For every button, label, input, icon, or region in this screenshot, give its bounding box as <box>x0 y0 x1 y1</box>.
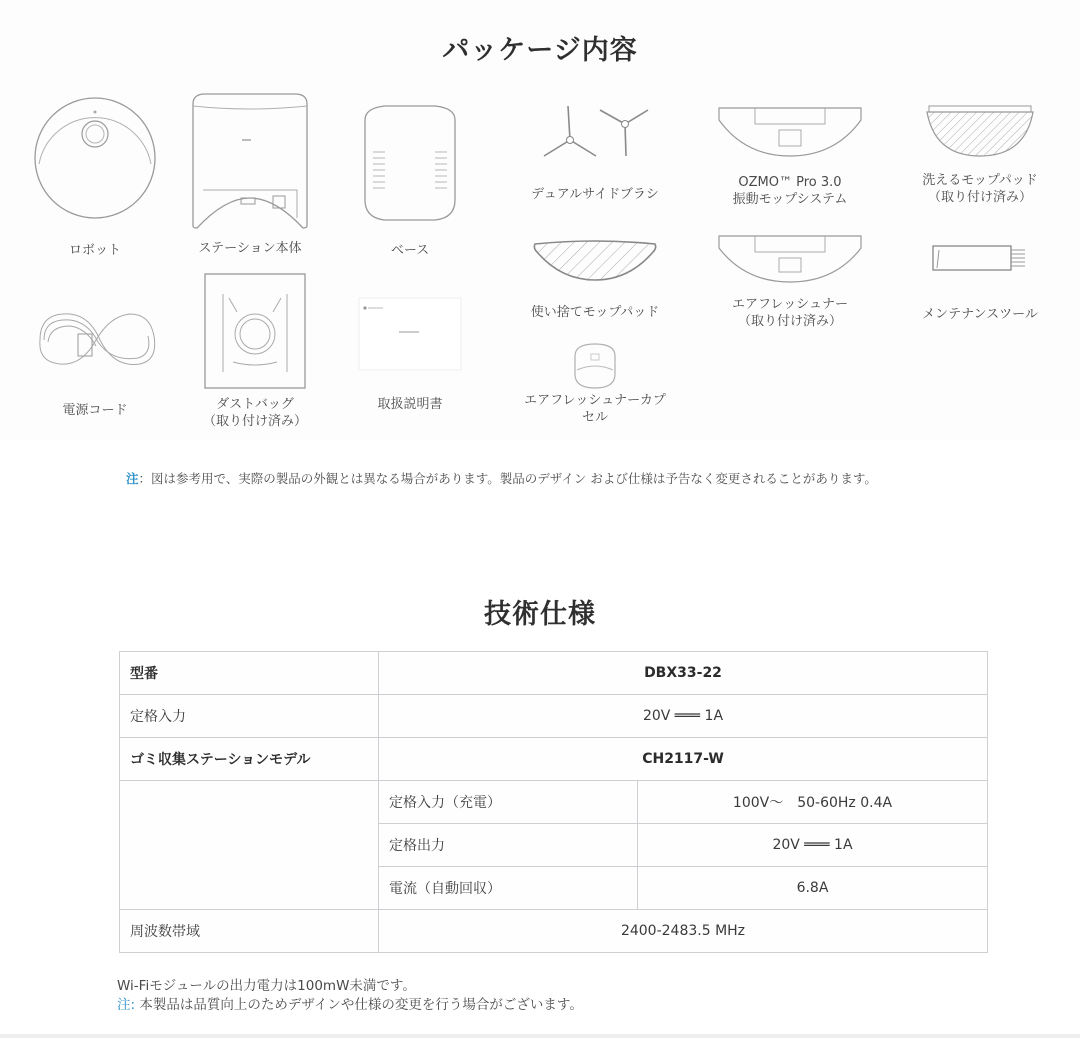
item-label: （取り付け済み） <box>737 314 842 329</box>
wifi-note: Wi-Fiモジュールの出力電力は100mW未満です。 <box>117 978 416 994</box>
maintenance-tool-icon <box>925 240 1035 276</box>
item-label: ステーション本体 <box>198 241 302 256</box>
table-row <box>120 652 988 695</box>
row-label: 電流（自動回収） <box>379 867 638 910</box>
manual-icon <box>357 296 463 372</box>
washable-mop-pad-icon <box>925 104 1035 158</box>
row-label: 定格入力（充電） <box>379 781 638 824</box>
row-value: 2400-2483.5 MHz <box>379 910 988 953</box>
note-text: ：図は参考用で、実際の製品の外観とは異なる場合があります。製品のデザイン および仕様は予告なく変更されることがあります。 <box>138 471 877 486</box>
item-label: 電源コード <box>62 403 128 418</box>
item-label: 洗えるモップパッド <box>922 173 1038 188</box>
table-row <box>120 695 988 738</box>
item-label: エアフレッシュナーカプ <box>524 393 666 408</box>
item-side-brush <box>520 100 670 203</box>
item-maintenance-tool <box>905 240 1055 323</box>
row-label: 型番 <box>120 652 379 695</box>
robot-vacuum-icon <box>30 92 160 232</box>
row-value: 6.8A <box>638 867 988 910</box>
power-cord-icon <box>30 300 160 380</box>
item-robot <box>30 92 160 259</box>
row-label: ゴミ収集ステーションモデル <box>120 738 379 781</box>
item-label: （取り付け済み） <box>927 190 1032 205</box>
freshener-capsule-icon <box>565 340 625 392</box>
item-air-freshener <box>715 230 865 330</box>
item-label: OZMO™ Pro 3.0 <box>738 175 842 190</box>
side-brush-icon <box>540 100 650 166</box>
base-icon <box>355 100 465 230</box>
item-label: デュアルサイドブラシ <box>531 187 659 202</box>
row-label: 定格出力 <box>379 824 638 867</box>
item-washable-pad <box>905 104 1055 206</box>
divider <box>0 1034 1080 1038</box>
table-row <box>120 781 988 824</box>
row-value: CH2117-W <box>379 738 988 781</box>
air-freshener-icon <box>715 230 865 286</box>
item-label: エアフレッシュナー <box>731 297 849 312</box>
station-group-cell <box>120 781 379 910</box>
table-row <box>120 910 988 953</box>
table-row <box>120 738 988 781</box>
item-label: セル <box>581 410 608 425</box>
note-label: 注 <box>126 471 139 486</box>
row-value: 20V ═══ 1A <box>638 824 988 867</box>
package-contents-title: パッケージ内容 <box>442 35 638 66</box>
item-disposable-pad <box>520 236 670 321</box>
item-manual <box>345 296 475 413</box>
item-ozmo <box>715 100 865 208</box>
item-label: 振動モップシステム <box>732 192 848 207</box>
specs-title: 技術仕様 <box>484 599 596 630</box>
package-disclaimer <box>126 469 877 487</box>
item-label: メンテナンスツール <box>922 307 1038 322</box>
row-value: 20V ═══ 1A <box>379 695 988 738</box>
disposable-mop-pad-icon <box>529 236 661 284</box>
note-label: 注: <box>117 997 136 1013</box>
item-label: （取り付け済み） <box>202 414 307 429</box>
item-label: ダストバッグ <box>216 397 294 412</box>
item-base <box>345 100 475 259</box>
item-label: ベース <box>390 243 430 258</box>
item-power-cord <box>30 300 160 419</box>
specs-table <box>119 651 988 953</box>
item-label: 使い捨てモップパッド <box>530 305 660 320</box>
item-label: 取扱説明書 <box>377 397 443 412</box>
station-icon <box>185 90 315 232</box>
note-text: 本製品は品質向上のためデザインや仕様の変更を行う場合がございます。 <box>135 997 583 1013</box>
footer-note <box>117 993 583 1013</box>
item-station <box>185 90 315 257</box>
row-value: 100V～ 50-60Hz 0.4A <box>638 781 988 824</box>
item-label: ロボット <box>68 243 121 258</box>
row-value: DBX33-22 <box>379 652 988 695</box>
item-capsule <box>510 340 680 426</box>
mop-system-icon <box>715 100 865 160</box>
row-label: 周波数帯域 <box>120 910 379 953</box>
row-label: 定格入力 <box>120 695 379 738</box>
item-dust-bag <box>190 272 320 430</box>
dust-bag-icon <box>203 272 307 390</box>
